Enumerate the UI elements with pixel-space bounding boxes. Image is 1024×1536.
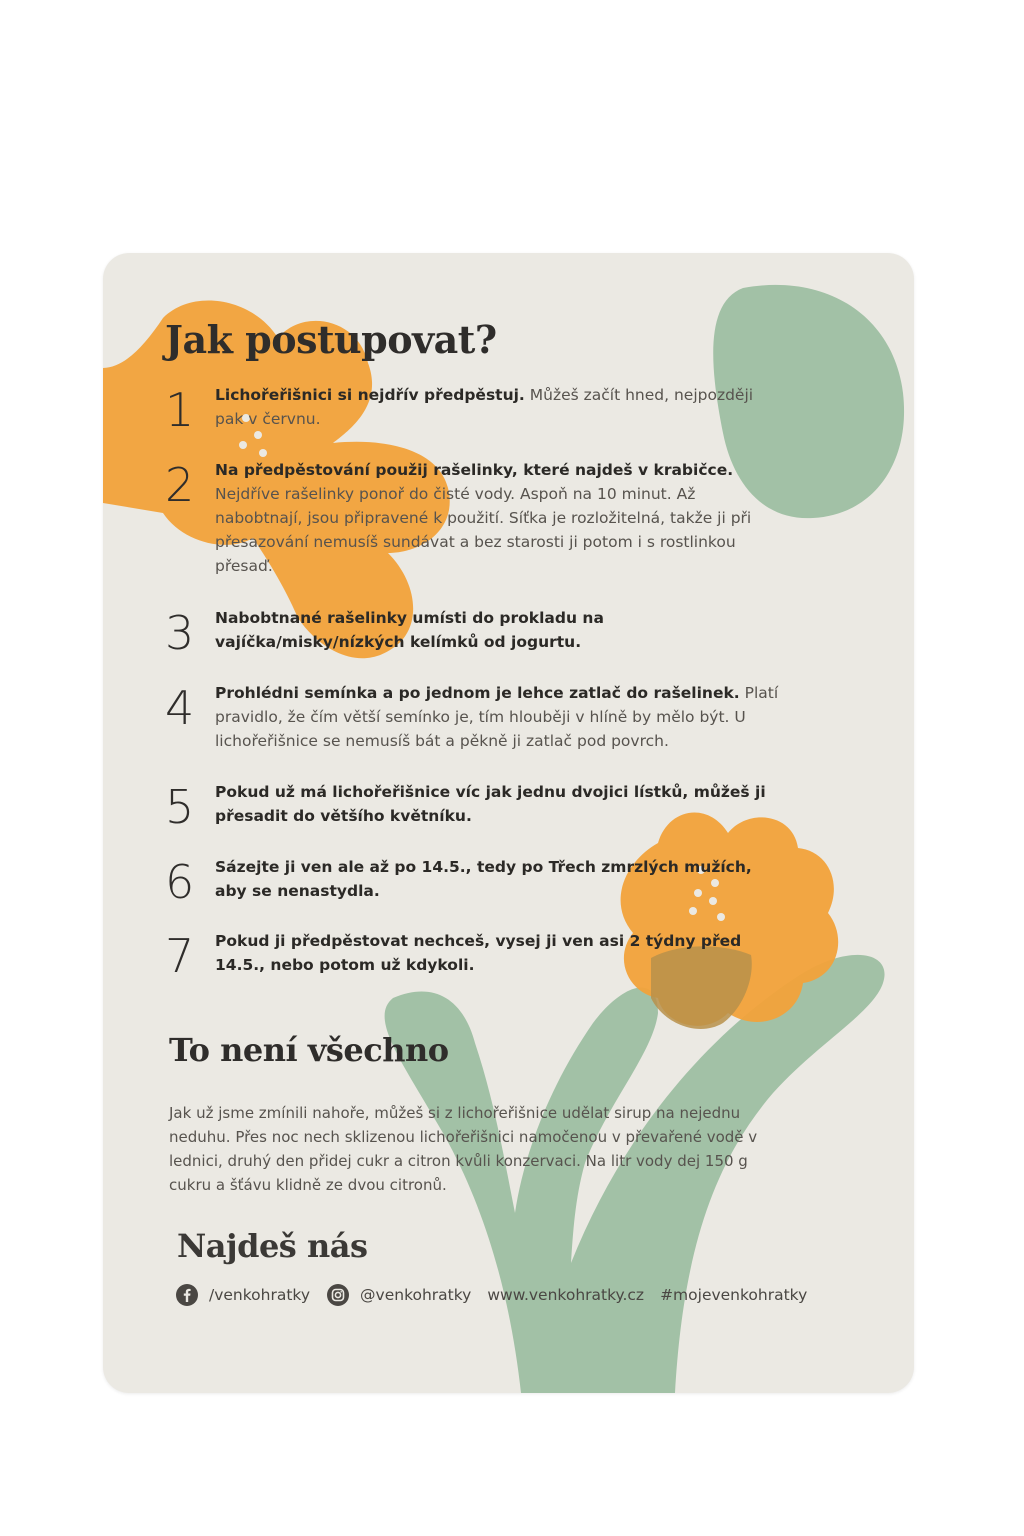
step-5 (165, 780, 780, 834)
step-6 (165, 855, 780, 909)
step-3 (165, 606, 780, 660)
step-text: Můžeš začít hned, nejpozději pak v červnu. (215, 386, 754, 428)
step-number: 5 (165, 780, 195, 834)
step-4 (165, 681, 780, 753)
step-7 (165, 929, 780, 983)
step-1 (165, 383, 780, 437)
instagram-link[interactable] (326, 1283, 471, 1307)
step-number: 7 (165, 929, 195, 983)
page-title: Jak postupovat? (165, 317, 497, 362)
step-2 (165, 458, 780, 578)
instagram-icon (326, 1283, 350, 1307)
step-number: 2 (165, 458, 195, 512)
syrup-paragraph: Jak už jsme zmínili nahoře, můžeš si z lichořeřišnice udělat sirup na nejednu neduhu. Přes noc nech sklizenou lichořeřišnici namočenou v převařené vodě v lednici, druhý den přidej cukr a citron kvůli konzervaci. Na litr vody dej 150 g cukru a šťávu klidně ze dvou citronů. (169, 1104, 758, 1194)
step-bold-text: Prohlédni semínka a po jednom je lehce zatlač do rašelinek. (215, 684, 740, 702)
website-link[interactable]: www.venkohratky.cz (487, 1286, 645, 1304)
section-title-more: To není všechno (169, 1031, 449, 1069)
facebook-icon (175, 1283, 199, 1307)
step-bold-text: Sázejte ji ven ale až po 14.5., tedy po Třech zmrzlých mužích, aby se nenastydla. (215, 858, 752, 900)
step-bold-text: Nabobtnané rašelinky umísti do prokladu na vajíčka/misky/nízkých kelímků od jogurtu. (215, 609, 604, 651)
instruction-card (103, 253, 914, 1393)
step-number: 6 (165, 855, 195, 909)
facebook-link[interactable] (175, 1283, 310, 1307)
step-number: 1 (165, 383, 195, 437)
step-bold-text: Lichořeřišnici si nejdřív předpěstuj. (215, 386, 525, 404)
social-links (175, 1283, 811, 1307)
facebook-handle: /venkohratky (209, 1286, 311, 1304)
step-bold-text: Pokud už má lichořeřišnice víc jak jednu dvojici lístků, můžeš ji přesadit do většího květníku. (215, 783, 766, 825)
step-number: 4 (165, 681, 195, 735)
step-text: Platí pravidlo, že čím větší semínko je, tím hlouběji v hlíně by mělo být. U lichořeřišnice se nemusíš bát a pěkně ji zatlač pod povrch. (215, 684, 779, 750)
step-text: Nejdříve rašelinky ponoř do čisté vody. Aspoň na 10 minut. Až nabobtnají, jsou připravené k použití. Síťka je rozložitelná, takže ji při přesazování nemusíš sundávat a bez starosti ji potom i s rostlinkou přesaď. (215, 485, 752, 575)
step-bold-text: Pokud ji předpěstovat nechceš, vysej ji ven asi 2 týdny před 14.5., nebo potom už kdykoli. (215, 932, 742, 974)
instagram-handle: @venkohratky (360, 1286, 472, 1304)
hashtag-text: #mojevenkohratky (660, 1286, 808, 1304)
step-bold-text: Na předpěstování použij rašelinky, které najdeš v krabičce. (215, 461, 734, 479)
section-title-find-us: Najdeš nás (177, 1227, 368, 1265)
step-number: 3 (165, 606, 195, 660)
